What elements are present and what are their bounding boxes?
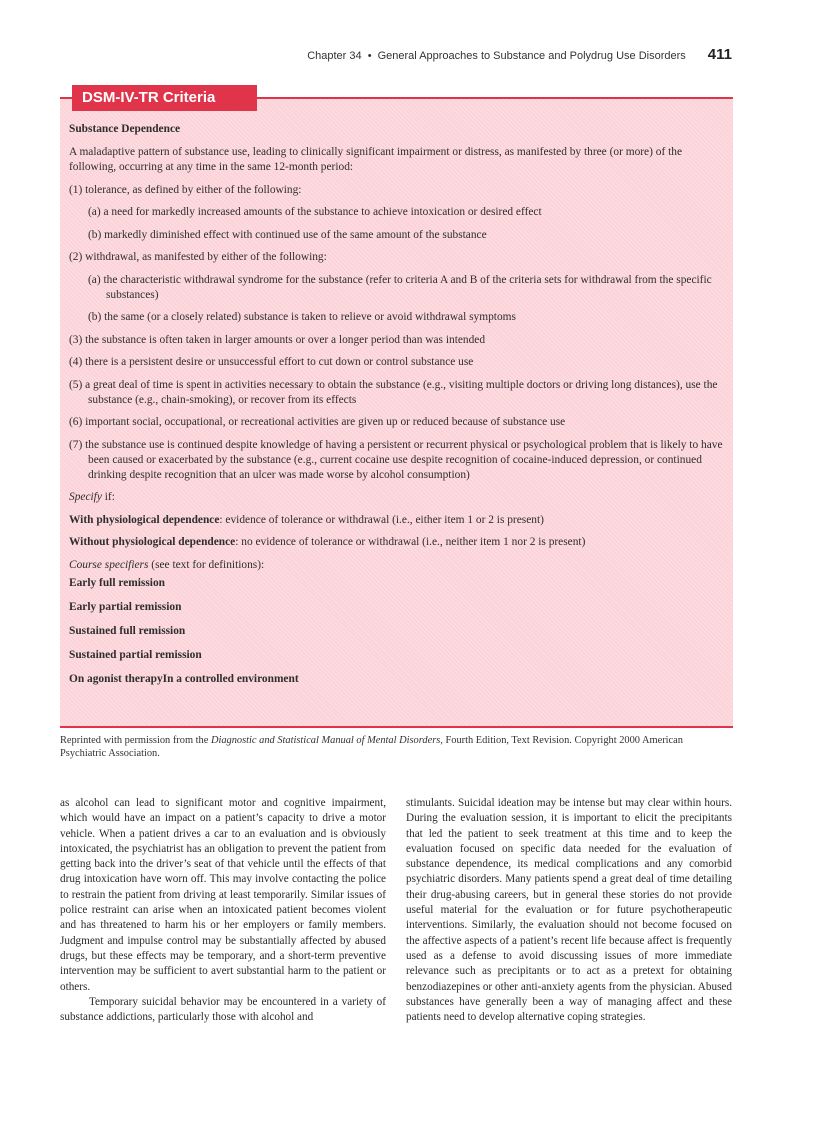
criteria-tab-label: DSM-IV-TR Criteria <box>72 85 257 111</box>
course-specifiers-label: Course specifiers <box>69 558 149 571</box>
body-paragraph: as alcohol can lead to significant motor and cognitive impairment, which would have an impact on a patient’s capacity to drive a motor vehicle. When a patient drives a car to an evaluation and is obviously intoxicated, the psychiatrist has an obligation to prevent the patient from getting back into the driver’s seat of that vehicle until the effects of that drug intoxication have worn off. This may involve contacting the police to restrain the patient from driving at least temporarily. Similar issues of police restraint can arise when an intoxicated patient becomes violent and has threatened to harm his or her employers or family members. Judgment and impulse control may be substantially affected by abused drugs, but these effects may be temporary, and a short-term preventive intervention may be sufficient to avert substantial harm to the patient or others. <box>60 797 386 993</box>
with-physiological-text: : evidence of tolerance or withdrawal (i.e., either item 1 or 2 is present) <box>219 513 544 526</box>
running-head <box>307 46 732 63</box>
criterion-item: (7) the substance use is continued despite knowledge of having a persistent or recurrent physical or psychological problem that is likely to have been caused or exacerbated by the substance (e.g., current cocaine use despite recognition of cocaine-induced depression, or continued drinking despite recognition that an ulcer was made worse by alcohol consumption) <box>69 438 723 481</box>
body-column-right <box>406 796 732 1025</box>
specify-rest: if: <box>101 491 115 503</box>
course-specifier: Sustained full remission <box>69 624 186 637</box>
specify-line <box>69 490 727 505</box>
body-column-left <box>60 796 386 1025</box>
criteria-heading: Substance Dependence <box>69 123 181 135</box>
criterion-subitem: (b) the same (or a closely related) substance is taken to relieve or avoid withdrawal symptoms <box>88 311 516 323</box>
criterion-subitem: (a) the characteristic withdrawal syndrome for the substance (refer to criteria A and B of the criteria sets for withdrawal from the specific substances) <box>88 273 712 301</box>
page-number: 411 <box>707 46 732 63</box>
criterion-item: (5) a great deal of time is spent in activities necessary to obtain the substance (e.g., visiting multiple doctors or driving long distances), use the substance (e.g., chain-smoking), or recover from its effects <box>69 378 718 406</box>
criterion-item: (1) tolerance, as defined by either of the following: <box>69 183 302 196</box>
body-paragraph: Temporary suicidal behavior may be encountered in a variety of substance addictions, particularly those with alcohol and <box>60 995 386 1024</box>
body-paragraph: stimulants. Suicidal ideation may be intense but may clear within hours. During the evaluation session, it is important to elicit the precipitants that led the patient to seek treatment at this time and to keep the evaluation focused on specific data needed for the evaluation of substance dependence, its medical complications and any comorbid psychiatric disorders. Many patients spend a great deal of time detailing their drug-abusing careers, but in general these stories do not provide useful material for the evaluation or for future psychotherapeutic interventions. Similarly, the evaluation should not become focused on the affective aspects of a patient’s recent life because affect is frequently used as a defense to avoid discussing issues of more immediate relevance such as precipitants or to act as a pretext for obtaining benzodiazepines or other anti-anxiety agents from the physician. Abused substances have generally been a way of managing affect and these patients need to develop alternative coping strategies. <box>406 797 732 1024</box>
course-specifier: Sustained partial remission <box>69 648 202 661</box>
specify-label: Specify <box>69 491 102 503</box>
criterion-item: (4) there is a persistent desire or unsuccessful effort to cut down or control substance use <box>69 356 474 368</box>
chapter-title: General Approaches to Substance and Polydrug Use Disorders <box>377 50 686 62</box>
without-physiological-text: : no evidence of tolerance or withdrawal (i.e., neither item 1 nor 2 is present) <box>235 536 586 548</box>
course-specifier: Early partial remission <box>69 600 182 613</box>
caption-book-title: Diagnostic and Statistical Manual of Mental Disorders <box>210 735 441 746</box>
without-physiological-label: Without physiological dependence <box>69 536 236 548</box>
running-head-title <box>307 50 686 62</box>
criterion-item: (6) important social, occupational, or recreational activities are given up or reduced because of substance use <box>69 416 566 428</box>
criterion-subitem: (a) a need for markedly increased amounts of the substance to achieve intoxication or desired effect <box>88 206 542 218</box>
without-physiological-line <box>69 535 727 550</box>
criterion-item: (3) the substance is often taken in larger amounts or over a longer period than was intended <box>69 333 486 346</box>
with-physiological-label: With physiological dependence <box>69 513 220 526</box>
course-specifier: Early full remission <box>69 576 165 589</box>
course-specifiers-line <box>69 558 727 573</box>
separator-bullet: • <box>367 50 372 62</box>
caption-before: Reprinted with permission from the <box>60 735 211 746</box>
criterion-item: (2) withdrawal, as manifested by either of the following: <box>69 251 327 263</box>
reprint-caption <box>60 734 730 760</box>
with-physiological-line <box>69 513 727 528</box>
caption-after: , Fourth Edition, Text Revision. Copyright 2000 American Psychiatric Association. <box>60 735 683 759</box>
chapter-label: Chapter 34 <box>307 50 362 62</box>
course-specifier: On agonist therapyIn a controlled environment <box>69 672 299 685</box>
criterion-subitem: (b) markedly diminished effect with continued use of the same amount of the substance <box>88 228 487 241</box>
course-specifiers-text: (see text for definitions): <box>148 558 265 571</box>
criteria-intro: A maladaptive pattern of substance use, leading to clinically significant impairment or distress, as manifested by three (or more) of the following, occurring at any time in the same 12-month period: <box>69 146 683 173</box>
criteria-content <box>69 122 727 696</box>
